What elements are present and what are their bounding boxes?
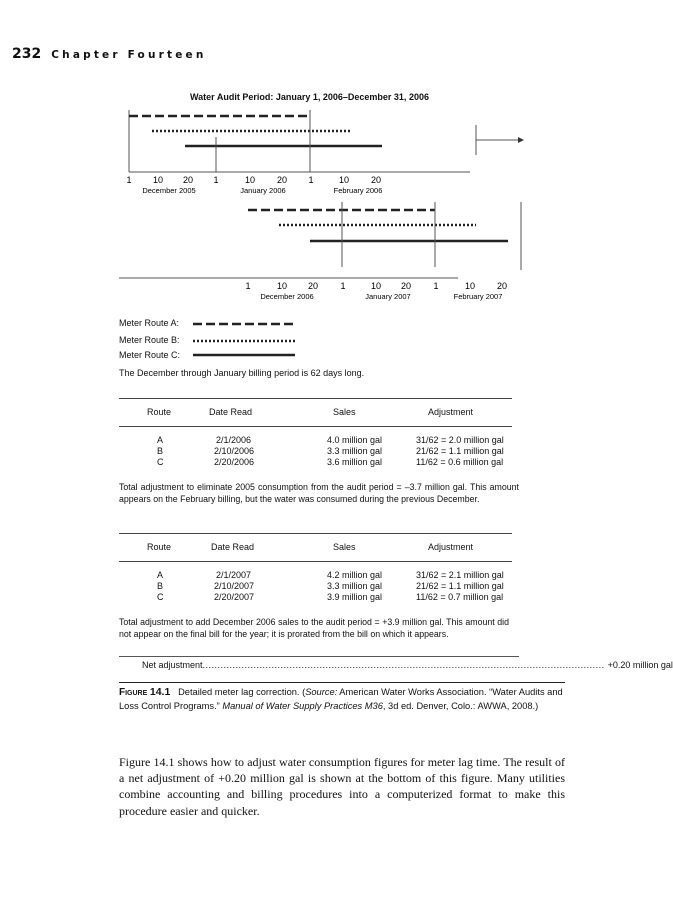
arrow-head [518,137,524,143]
tick-label: 1 [126,175,132,185]
tick-label: 1 [340,281,346,291]
net-adjustment-line [142,660,673,670]
adjustment-table-2007 [119,533,512,608]
tick-label: 10 [276,281,288,291]
page-number: 232 [12,46,42,62]
route-cell: A [157,570,164,580]
sales-cell: 3.6 million gal [327,457,383,467]
adjustment-table-2006 [119,398,512,473]
table-rule [119,533,512,534]
tick-label: 1 [213,175,219,185]
legend-label-route-a: Meter Route A: [119,318,180,328]
tick-label: 1 [308,175,314,185]
adjustment-cell: 31/62 = 2.0 million gal [416,435,504,445]
table-rule [119,561,512,562]
date-cell: 2/1/2006 [216,435,252,445]
legend-label-route-c: Meter Route C: [119,350,181,360]
tick-label: 20 [307,281,319,291]
table1-note: Total adjustment to eliminate 2005 consumption from the audit period = –3.7 million gal. This amount appears on the February billing, but the water was consumed during the previous December. [119,482,519,504]
tick-label: 1 [245,281,251,291]
caption-number: 14.1 [149,686,171,698]
date-cell: 2/20/2006 [214,457,255,467]
col-header-sales: Sales [333,542,356,552]
sales-cell: 4.0 million gal [327,435,383,445]
adjustment-cell: 11/62 = 0.6 million gal [416,457,504,467]
col-header-route: Route [147,407,172,417]
sales-cell: 3.3 million gal [327,581,383,591]
running-head [12,46,207,62]
tick-label: 20 [276,175,288,185]
sales-cell: 3.9 million gal [327,592,383,602]
col-header-date: Date Read [211,542,255,552]
caption-text: Detailed meter lag correction. ( [178,687,306,697]
tick-label: 10 [338,175,350,185]
route-cell: A [157,435,164,445]
caption-rule [119,682,565,683]
figure-caption [119,686,565,712]
caption-source-label: Source: [305,687,338,697]
tick-label: 20 [496,281,508,291]
month-label: January 2007 [365,292,411,301]
net-adjustment-label: Net adjustment [142,660,203,670]
chapter-title: Chapter Fourteen [51,49,207,61]
tick-label: 20 [370,175,382,185]
col-header-adjustment: Adjustment [428,542,474,552]
table-rule [119,426,512,427]
caption-label: Figure [119,687,148,698]
route-cell: C [157,457,164,467]
col-header-route: Route [147,542,172,552]
month-label: January 2006 [240,186,286,195]
route-cell: B [157,581,164,591]
figure-title: Water Audit Period: January 1, 2006–December 31, 2006 [190,92,429,102]
route-cell: B [157,446,164,456]
tick-label: 10 [152,175,164,185]
col-header-date: Date Read [209,407,253,417]
adjustment-cell: 31/62 = 2.1 million gal [416,570,504,580]
table-rule [119,398,512,399]
col-header-adjustment: Adjustment [428,407,474,417]
sales-cell: 3.3 million gal [327,446,383,456]
month-label: December 2005 [142,186,196,195]
tick-label: 1 [433,281,439,291]
tick-label: 20 [182,175,194,185]
adjustment-cell: 21/62 = 1.1 million gal [416,581,504,591]
caption-manual-title: Manual of Water Supply Practices M36 [222,700,383,711]
month-label: February 2006 [333,186,383,195]
caption-text: American Water Works Association. “Water Audits and Loss Control Programs.” [119,687,563,711]
tick-label: 10 [464,281,476,291]
tick-label: 20 [400,281,412,291]
billing-period-note: The December through January billing period is 62 days long. [119,368,365,378]
month-label: February 2007 [453,292,503,301]
adjustment-cell: 21/62 = 1.1 million gal [416,446,504,456]
tick-label: 10 [244,175,256,185]
net-adjustment-rule [119,656,519,657]
date-cell: 2/10/2007 [214,581,255,591]
route-cell: C [157,592,164,602]
legend-label-route-b: Meter Route B: [119,335,180,345]
table2-note: Total adjustment to add December 2006 sales to the audit period = +3.9 million gal. This amount did not appear on the final bill for the year; it is prorated from the bill on which it appears. [119,617,509,639]
date-cell: 2/10/2006 [214,446,255,456]
month-label: December 2006 [260,292,314,301]
sales-cell: 4.2 million gal [327,570,383,580]
adjustment-cell: 11/62 = 0.7 million gal [416,592,504,602]
dot-leader: ...................................................................................................................................... [202,660,605,670]
col-header-sales: Sales [333,407,356,417]
tick-label: 10 [370,281,382,291]
body-paragraph: Figure 14.1 shows how to adjust water consumption figures for meter lag time. The result of a net adjustment of +0.20 million gal is shown at the bottom of this figure. Many utilities combine accounting and billing procedures into a computerized format to make this procedure easier and quicker. [119,755,565,818]
date-cell: 2/1/2007 [216,570,252,580]
net-adjustment-value: +0.20 million gal [607,660,673,670]
date-cell: 2/20/2007 [214,592,255,602]
caption-text: , 3d ed. Denver, Colo.: AWWA, 2008.) [382,700,539,711]
